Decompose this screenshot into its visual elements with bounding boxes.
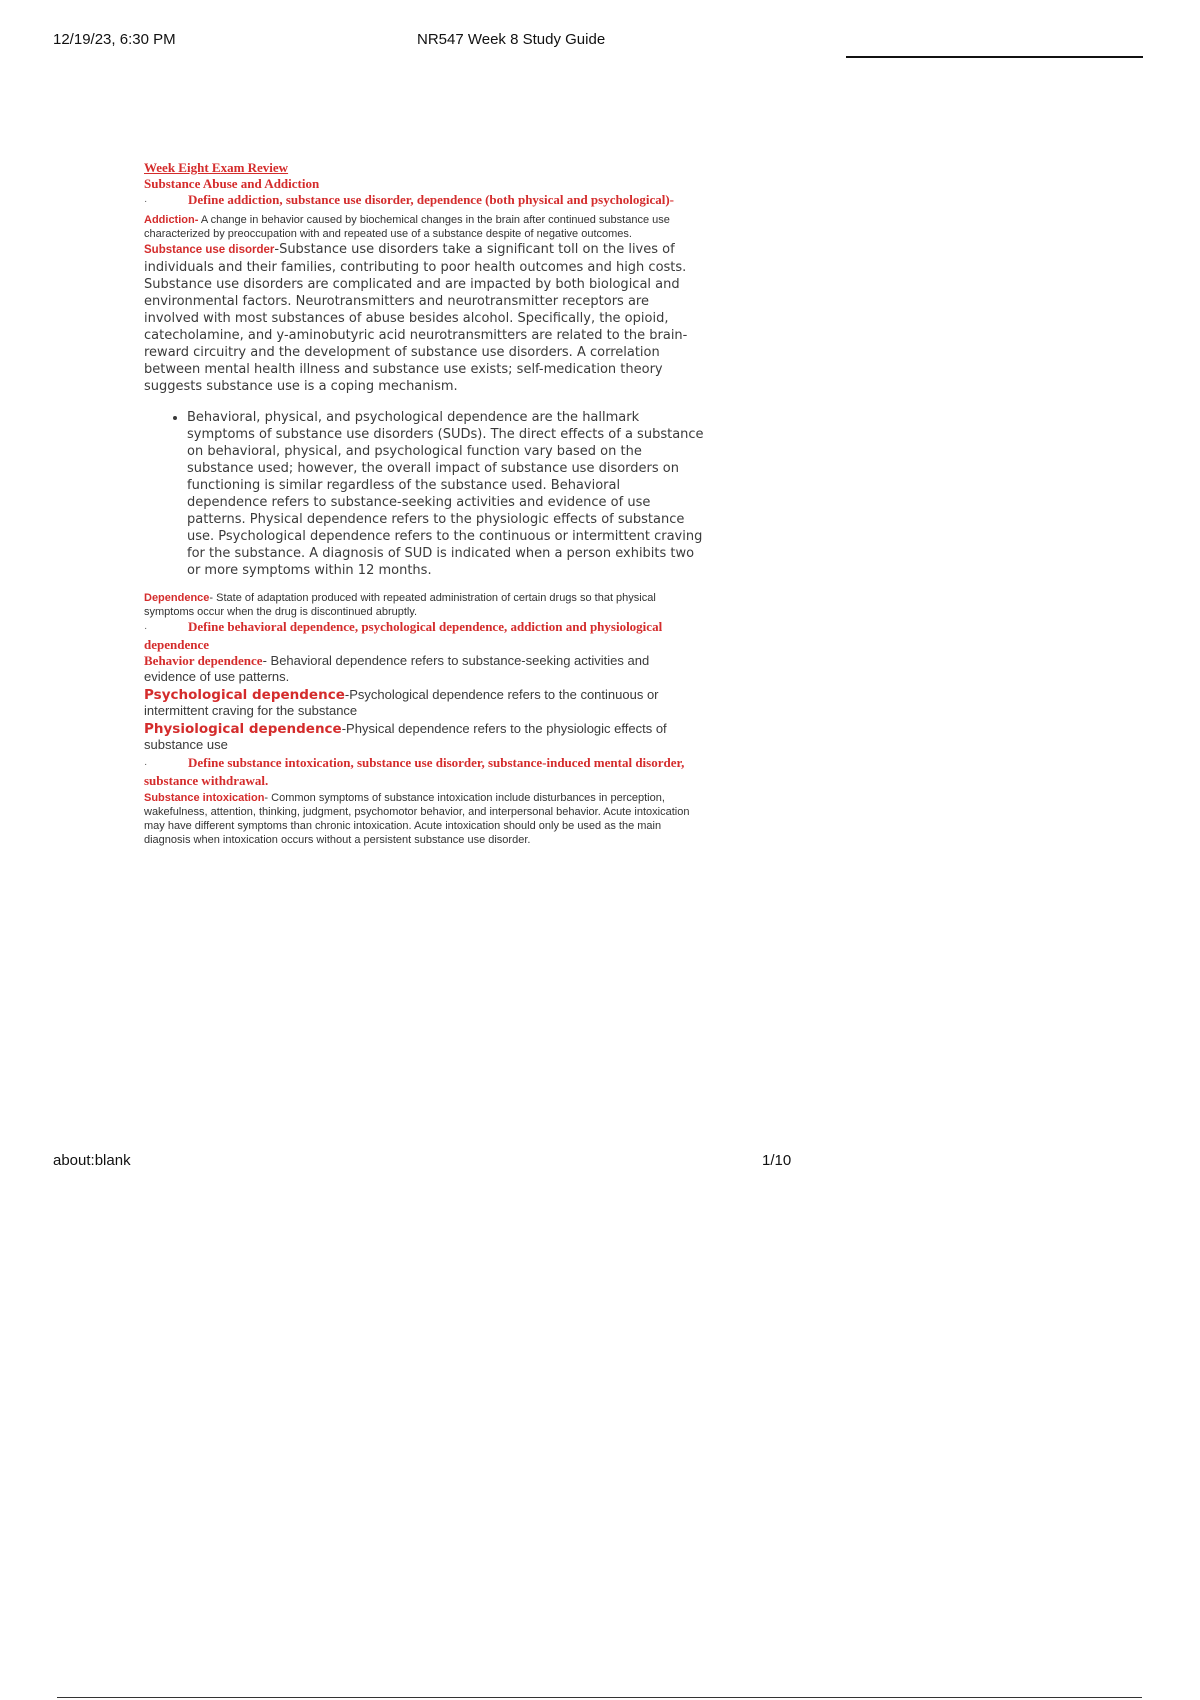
- dependence-text: - State of adaptation produced with repeated administration of certain drugs so that physical symptoms occur when the drug is discontinued abruptly.: [144, 592, 656, 618]
- addiction-text: A change in behavior caused by biochemical changes in the brain after continued substance use characterized by preoccupation with and repeated use of a substance despite of negative outcomes.: [144, 214, 670, 240]
- page-number: 1/10: [762, 1152, 792, 1169]
- bottom-rule: [57, 1697, 1142, 1698]
- section-heading: Substance Abuse and Addiction: [144, 176, 320, 191]
- physio-dependence-definition: [144, 721, 704, 753]
- sud-definition: [144, 241, 704, 395]
- psych-dependence-definition: [144, 687, 704, 719]
- bullet-marker: ·: [144, 623, 148, 634]
- behavior-term: Behavior dependence: [144, 653, 263, 668]
- print-url: about:blank: [53, 1152, 131, 1169]
- behavior-text: - Behavioral dependence refers to substance-seeking activities and evidence of use patterns.: [144, 653, 650, 684]
- addiction-definition: [144, 213, 704, 241]
- question-1-text: Define addiction, substance use disorder, dependence (both physical and psychological)-: [188, 192, 674, 207]
- sud-term: Substance use disorder: [144, 244, 275, 256]
- print-page-title: NR547 Week 8 Study Guide: [417, 31, 606, 48]
- question-3-text: Define substance intoxication, substance use disorder, substance-induced mental disorder, substance withdrawal.: [144, 755, 685, 788]
- print-datetime: 12/19/23, 6:30 PM: [53, 31, 176, 48]
- intox-text: - Common symptoms of substance intoxication include disturbances in perception, wakefulness, attention, thinking, judgment, psychomotor behavior, and interpersonal behavior. Acute intoxication may have different symptoms than chronic intoxication. Acute intoxication should only be used as the main diagnosis when intoxication occurs without a persistent substance use disorder.: [144, 792, 690, 846]
- question-1: [144, 192, 704, 210]
- question-2-text: Define behavioral dependence, psychological dependence, addiction and physiological dependence: [144, 619, 663, 652]
- physio-text: -Physical dependence refers to the physiologic effects of substance use: [144, 721, 667, 752]
- behavior-dependence-definition: [144, 653, 704, 685]
- document-body: [144, 160, 704, 847]
- sud-bullet-list: [144, 409, 704, 579]
- list-item: • Behavioral, physical, and psychological dependence are the hallmark symptoms of substance use disorders (SUDs). The direct effects of a substance on behavioral, physical, and psychological function vary based on the substance used; however, the overall impact of substance use disorders on functioning is similar regardless of the substance used. Behavioral dependence refers to substance-seeking activities and evidence of use patterns. Physical dependence refers to the physiologic effects of substance use. Psychological dependence refers to the continuous or intermittent craving for the substance. A diagnosis of SUD is indicated when a person exhibits two or more symptoms within 12 months.: [187, 409, 704, 579]
- header-rule: [846, 56, 1143, 58]
- sud-text: -Substance use disorders take a significant toll on the lives of individuals and their families, contributing to poor health outcomes and high costs. Substance use disorders are complicated and are impacted by both biological and environmental factors. Neurotransmitters and neurotransmitter receptors are involved with most substances of abuse besides alcohol. Specifically, the opioid, catecholamine, and y-aminobutyric acid neurotransmitters are related to the brain-reward circuitry and the development of substance use disorders. A correlation between mental health illness and substance use exists; self-medication theory suggests substance use is a coping mechanism.: [144, 242, 688, 394]
- dependence-term: Dependence: [144, 592, 210, 604]
- psych-term: Psychological dependence: [144, 687, 345, 703]
- intoxication-definition: [144, 791, 704, 847]
- physio-term: Physiological dependence: [144, 721, 342, 737]
- intox-term: Substance intoxication: [144, 792, 265, 804]
- question-3: [144, 755, 704, 789]
- bullet-marker: ·: [144, 196, 148, 207]
- bullet-marker: ·: [144, 759, 148, 770]
- psych-text: -Psychological dependence refers to the continuous or intermittent craving for the substance: [144, 687, 659, 718]
- doc-title: Week Eight Exam Review: [144, 160, 289, 175]
- dependence-definition: [144, 591, 704, 619]
- question-2: [144, 619, 704, 653]
- addiction-term: Addiction-: [144, 214, 199, 226]
